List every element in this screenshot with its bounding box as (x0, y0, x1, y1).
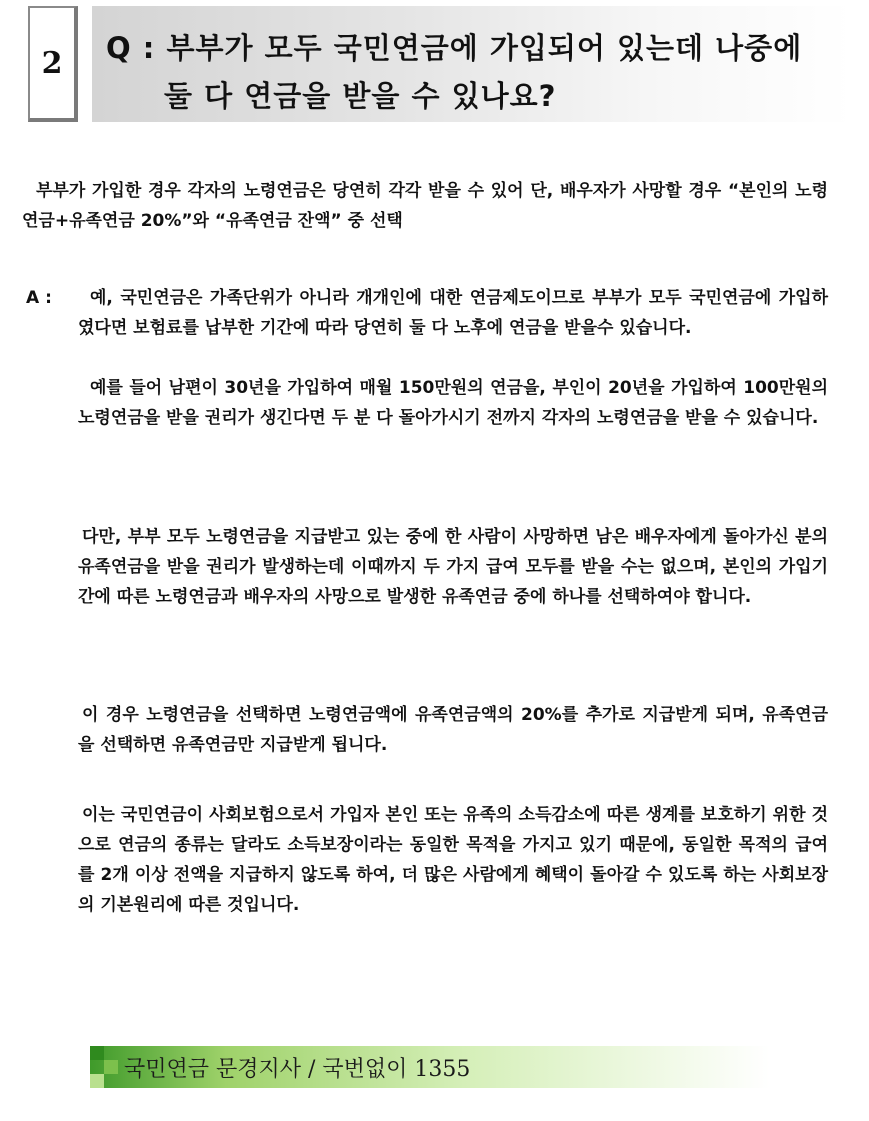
answer-paragraph-4: 이는 국민연금이 사회보험으로서 가입자 본인 또는 유족의 소득감소에 따른 생계를 보호하기 위한 것으로 연금의 종류는 달라도 소득보장이라는 동일한 목적을 가지고 있기 때문에, 동일한 목적의 급여를 2개 이상 전액을 지급하지 않도록 하여, 더 많은 사람에게 혜택이 돌아갈 수 있도록 하는 사회보장의 기본원리에 따른 것입니다. (78, 805, 828, 915)
footer-decoration-square (90, 1074, 104, 1088)
question-title-line-2: 둘 다 연금을 받을 수 있나요? (164, 79, 557, 113)
answer-paragraph-3: 이 경우 노령연금을 선택하면 노령연금액에 유족연금액의 20%를 추가로 지급받게 되며, 유족연금을 선택하면 유족연금만 지급받게 됩니다. (78, 705, 828, 755)
question-number-box (28, 6, 78, 122)
answer-label: A : (26, 288, 52, 308)
question-title-line-1: Q : 부부가 모두 국민연금에 가입되어 있는데 나중에 (106, 31, 803, 65)
question-number: 2 (41, 45, 63, 81)
footer-decoration-square (104, 1060, 118, 1074)
footer-decoration-square (90, 1046, 104, 1060)
answer-paragraph-1-example: 예를 들어 남편이 30년을 가입하여 매월 150만원의 연금을, 부인이 20년을 가입하여 100만원의 노령연금을 받을 권리가 생긴다면 두 분 다 돌아가시기 전까지 각자의 노령연금을 받을 수 있습니다. (78, 378, 828, 428)
answer-paragraph-2: 다만, 부부 모두 노령연금을 지급받고 있는 중에 한 사람이 사망하면 남은 배우자에게 돌아가신 분의 유족연금을 받을 권리가 발생하는데 이때까지 두 가지 급여 모두를 받을 수는 없으며, 본인의 가입기간에 따른 노령연금과 배우자의 사망으로 발생한 유족연금 중에 하나를 선택하여야 합니다. (78, 527, 828, 607)
summary-text: 부부가 가입한 경우 각자의 노령연금은 당연히 각각 받을 수 있어 단, 배우자가 사망할 경우 “본인의 노령연금+유족연금 20%”와 “유족연금 잔액” 중 선택 (22, 181, 828, 231)
footer-contact-text: 국민연금 문경지사 / 국번없이 1355 (124, 1057, 471, 1082)
answer-paragraph-1: 예, 국민연금은 가족단위가 아니라 개개인에 대한 연금제도이므로 부부가 모두 국민연금에 가입하였다면 보험료를 납부한 기간에 따라 당연히 둘 다 노후에 연금을 받을수 있습니다. (78, 288, 828, 338)
